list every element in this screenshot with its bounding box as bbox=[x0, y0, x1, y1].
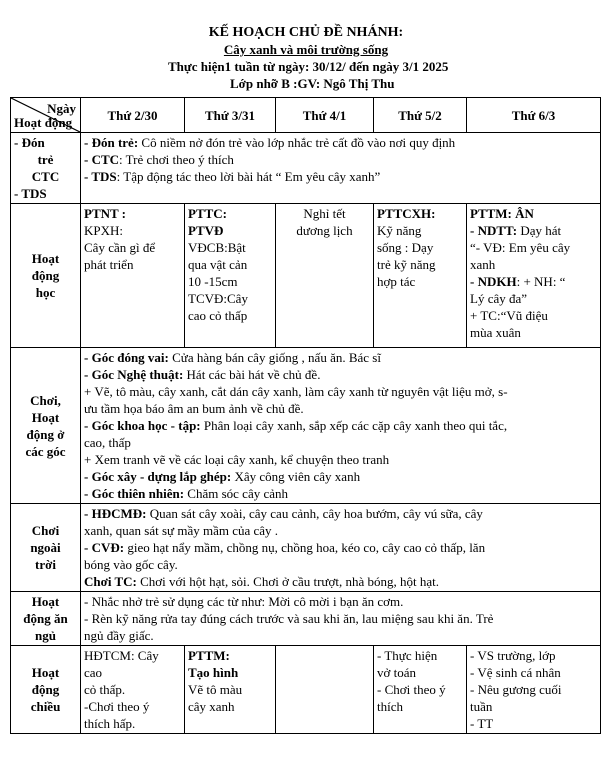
hoc-tue: PTTC: PTVĐ VĐCB:Bật qua vật cản 10 -15cm TCVĐ:Cây cao cỏ thấp bbox=[185, 204, 276, 348]
an-ngu-content: - Nhắc nhở trẻ sử dụng các từ như: Mời cô mời i bạn ăn cơm. - Rèn kỹ năng rửa tay đúng cách trước và sau khi ăn, lau miệng sau khi ăn. Trẻ ngủ đầy giấc. bbox=[81, 592, 601, 646]
hoc-fri: PTTM: ÂN - NDTT: Dạy hát “- VĐ: Em yêu cây xanh - NDKH: + NH: “ Lý cây đa” + TC:“Vũ điệu mùa xuân bbox=[467, 204, 601, 348]
chieu-thu: - Thực hiện vở toán - Chơi theo ý thích bbox=[374, 646, 467, 734]
table-header-row bbox=[11, 98, 601, 133]
corner-activity-label: Hoạt động bbox=[14, 115, 73, 130]
chieu-fri: - VS trường, lớp - Vệ sinh cá nhân - Nêu gương cuối tuần - TT bbox=[467, 646, 601, 734]
plan-dates: Thực hiện1 tuần từ ngày: 30/12/ đến ngày 3/1 2025 bbox=[168, 59, 449, 74]
table-row bbox=[11, 646, 601, 734]
table-row bbox=[11, 592, 601, 646]
hoc-mon: PTNT : KPXH: Cây cần gì để phát triển bbox=[81, 204, 185, 348]
don-tre-content: - Đón trẻ: Cô niềm nở đón trẻ vào lớp nhắc trẻ cất đồ vào nơi quy định - CTC: Trẻ chơi theo ý thích - TDS: Tập động tác theo lời bài hát “ Em yêu cây xanh” bbox=[81, 133, 601, 204]
table-row bbox=[11, 348, 601, 504]
hoc-wed: Nghỉ tết dương lịch bbox=[276, 204, 374, 348]
corner-cell bbox=[11, 98, 81, 133]
row-label-don-tre: - Đón trẻ CTC - TDS bbox=[11, 133, 81, 204]
row-label-an-ngu: Hoạt động ăn ngủ bbox=[11, 592, 81, 646]
hoc-thu: PTTCXH: Kỹ năng sống : Dạy trẻ kỹ năng hợp tác bbox=[374, 204, 467, 348]
table-row bbox=[11, 204, 601, 348]
choi-goc-content: - Góc đóng vai: Cửa hàng bán cây giống , nấu ăn. Bác sĩ - Góc Nghệ thuật: Hát các bài hát về chủ đề. + Vẽ, tô màu, cây xanh, cắt dán cây xanh, làm cây xanh từ nguyên vật liệu mở, s- ưu tầm họa báo âm an bum ảnh về chủ đề. - Góc khoa học - tập: Phân loại cây xanh, sắp xếp các cặp cây xanh theo qui tắc, cao, thấp + Xem tranh vẽ về các loại cây xanh, kể chuyện theo tranh - Góc xây - dựng lắp ghép: Xây công viên cây xanh - Góc thiên nhiên: Chăm sóc cây cảnh bbox=[81, 348, 601, 504]
class-teacher: Lớp nhỡ B :GV: Ngô Thị Thu bbox=[230, 76, 395, 91]
corner-day-label: Ngày bbox=[47, 101, 76, 116]
day-header-mon: Thứ 2/30 bbox=[81, 98, 185, 133]
row-label-hoat-dong-hoc: Hoạt động học bbox=[11, 204, 81, 348]
day-header-fri: Thứ 6/3 bbox=[467, 98, 601, 133]
chieu-wed bbox=[276, 646, 374, 734]
row-label-choi-goc: Chơi, Hoạt động ở các góc bbox=[11, 348, 81, 504]
day-header-wed: Thứ 4/1 bbox=[276, 98, 374, 133]
plan-title: KẾ HOẠCH CHỦ ĐỀ NHÁNH: bbox=[208, 25, 404, 40]
chieu-mon: HĐTCM: Cây cao cỏ thấp. -Chơi theo ý thích hấp. bbox=[81, 646, 185, 734]
choi-ngoai-troi-content: - HĐCMĐ: Quan sát cây xoài, cây cau cảnh, cây hoa bướm, cây vú sữa, cây xanh, quan sát sự mầy mầm của cây . - CVĐ: gieo hạt nẩy mầm, chồng nụ, chồng hoa, kéo co, cây cao cỏ thấp, lăn bóng vào gốc cây. Chơi TC: Chơi với hột hạt, sỏi. Chơi ở cầu trượt, nhà bóng, hột hạt. bbox=[81, 504, 601, 592]
chieu-tue: PTTM: Tạo hình Vẽ tô màu cây xanh bbox=[185, 646, 276, 734]
table-row bbox=[11, 133, 601, 204]
day-header-tue: Thứ 3/31 bbox=[185, 98, 276, 133]
table-row bbox=[11, 504, 601, 592]
row-label-choi-ngoai-troi: Chơi ngoài trời bbox=[11, 504, 81, 592]
row-label-chieu: Hoạt động chiều bbox=[11, 646, 81, 734]
day-header-thu: Thứ 5/2 bbox=[374, 98, 467, 133]
plan-subtitle: Cây xanh và môi trường sống bbox=[223, 42, 389, 57]
weekly-plan-table bbox=[10, 97, 601, 734]
